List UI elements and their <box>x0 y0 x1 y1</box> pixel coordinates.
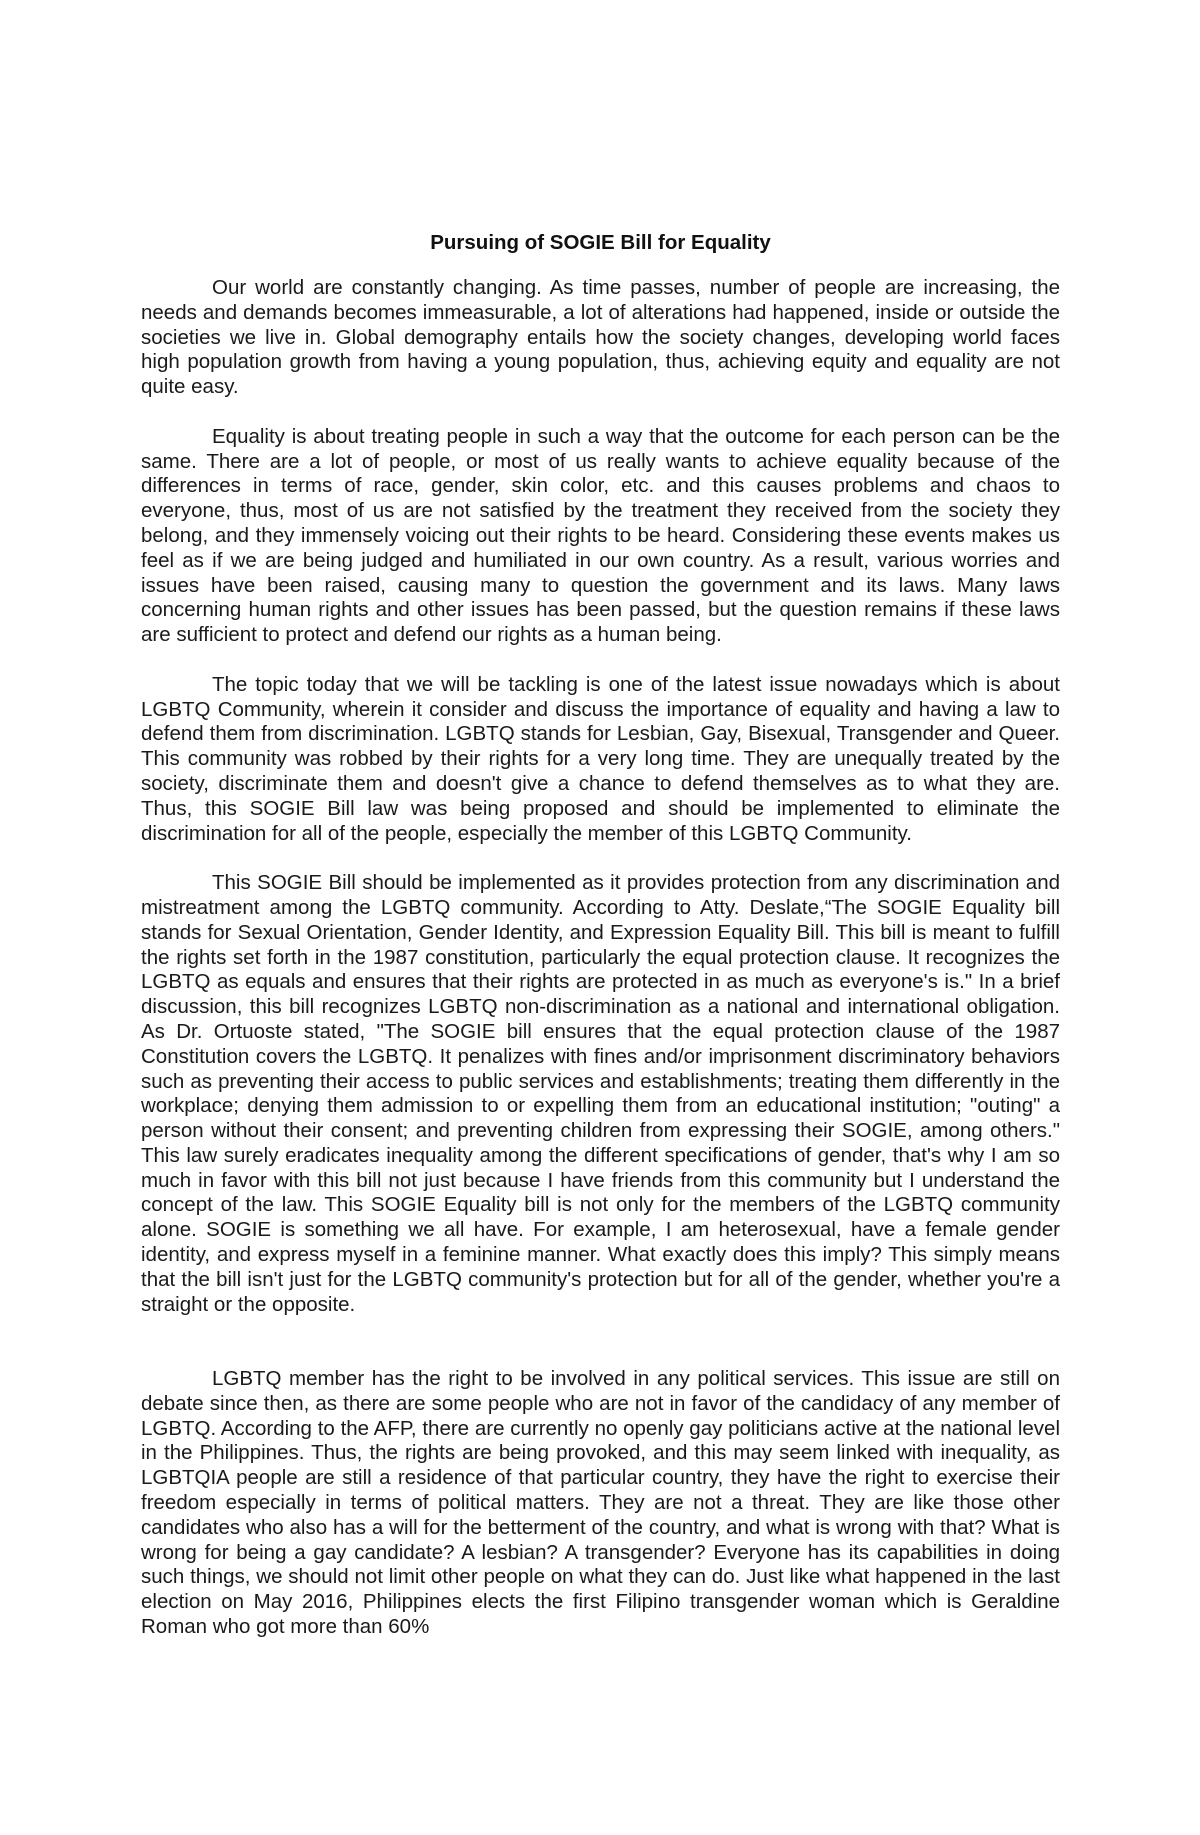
document-title: Pursuing of SOGIE Bill for Equality <box>430 231 771 254</box>
paragraph-spacer <box>141 400 1060 425</box>
paragraph-lgbtq-topic: The topic today that we will be tackling is one of the latest issue nowadays which is about LGBTQ Community, wherein it consider and discuss the importance of equality and having a law to defend them from discrimination. LGBTQ stands for Lesbian, Gay, Bisexual, Transgender and Queer. This community was robbed by their rights for a very long time. They are unequally treated by the society, discriminate them and doesn't give a chance to defend themselves as to what they are. Thus, this SOGIE Bill law was being proposed and should be implemented to eliminate the discrimination for all of the people, especially the member of this LGBTQ Community. <box>141 672 1060 845</box>
paragraph-intro: Our world are constantly changing. As time passes, number of people are increasing, the needs and demands becomes immeasurable, a lot of alterations had happened, inside or outside the societies we live in. Global demography entails how the society changes, developing world faces high population growth from having a young population, thus, achieving equity and equality are not quite easy. <box>141 276 1060 399</box>
paragraph-sogie-bill: This SOGIE Bill should be implemented as it provides protection from any discrimination and mistreatment among the LGBTQ community. According to Atty. Deslate,“The SOGIE Equality bill stands for Sexual Orientation, Gender Identity, and Expression Equality Bill. This bill is meant to fulfill the rights set forth in the 1987 constitution, particularly the equal protection clause. It recognizes the LGBTQ as equals and ensures that their rights are protected in as much as everyone's is." In a brief discussion, this bill recognizes LGBTQ non-discrimination as a national and international obligation. As Dr. Ortuoste stated, "The SOGIE bill ensures that the equal protection clause of the 1987 Constitution covers the LGBTQ. It penalizes with fines and/or imprisonment discriminatory behaviors such as preventing their access to public services and establishments; treating them differently in the workplace; denying them admission to or expelling them from an educational institution; "outing" a person without their consent; and preventing children from expressing their SOGIE, among others." This law surely eradicates inequality among the different specifications of gender, that's why I am so much in favor with this bill not just because I have friends from this community but I understand the concept of the law. This SOGIE Equality bill is not only for the members of the LGBTQ community alone. SOGIE is something we all have. For example, I am heterosexual, have a female gender identity, and express myself in a feminine manner. What exactly does this imply? This simply means that the bill isn't just for the LGBTQ community's protection but for all of the gender, whether you're a straight or the opposite. <box>141 871 1060 1316</box>
paragraph-equality: Equality is about treating people in such a way that the outcome for each person can be the same. There are a lot of people, or most of us really wants to achieve equality because of the differences in terms of race, gender, skin color, etc. and this causes problems and chaos to everyone, thus, most of us are not satisfied by the treatment they received from the society they belong, and they immensely voicing out their rights to be heard. Considering these events makes us feel as if we are being judged and humiliated in our own country. As a result, various worries and issues have been raised, causing many to question the government and its laws. Many laws concerning human rights and other issues has been passed, but the question remains if these laws are sufficient to protect and defend our rights as a human being. <box>141 424 1060 647</box>
paragraph-spacer <box>141 846 1060 871</box>
paragraph-spacer <box>141 1317 1060 1367</box>
paragraph-political-rights: LGBTQ member has the right to be involved in any political services. This issue are still on debate since then, as there are some people who are not in favor of the candidacy of any member of LGBTQ. According to the AFP, there are currently no openly gay politicians active at the national level in the Philippines. Thus, the rights are being provoked, and this may seem linked with inequality, as LGBTQIA people are still a residence of that particular country, they have the right to exercise their freedom especially in terms of political matters. They are not a threat. They are like those other candidates who also has a will for the betterment of the country, and what is wrong with that? What is wrong for being a gay candidate? A lesbian? A transgender? Everyone has its capabilities in doing such things, we should not limit other people on what they can do. Just like what happened in the last election on May 2016, Philippines elects the first Filipino transgender woman which is Geraldine Roman who got more than 60% <box>141 1367 1060 1639</box>
paragraph-spacer <box>141 648 1060 673</box>
